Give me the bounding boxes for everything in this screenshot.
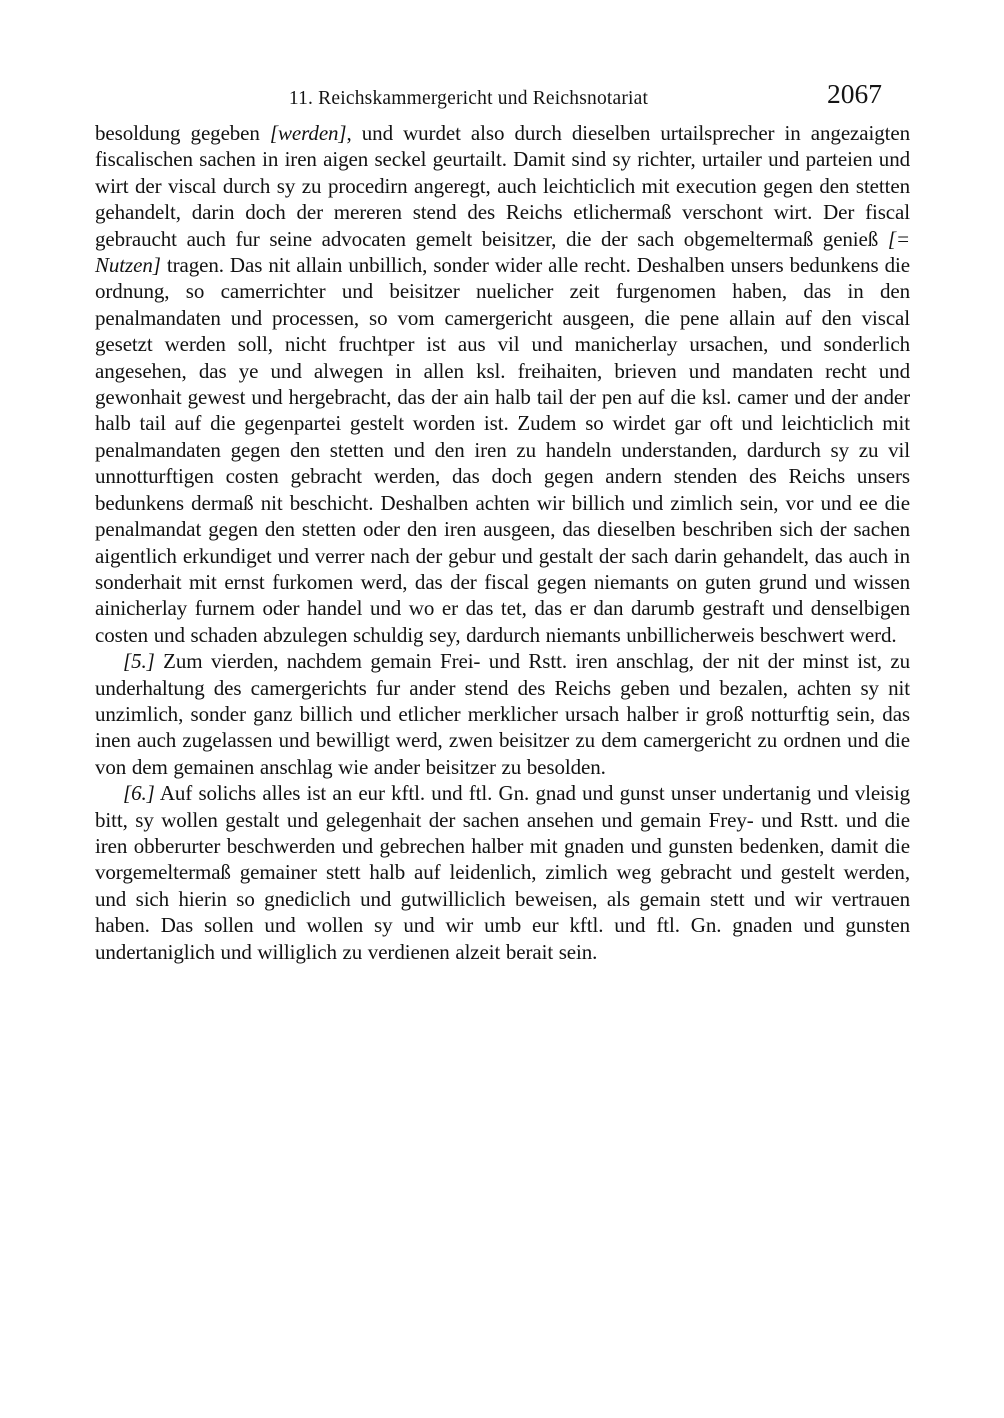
text-column (95, 78, 910, 965)
running-header (95, 78, 910, 120)
text-segment: Auf solichs alles ist an eur kftl. und ftl. Gn. gnad und gunst unser undertanig und vleisig bitt, sy wollen gestalt und gelegenhait der sachen ansehen und gemain Frey- und Rstt. und die iren obberurter beschwerden und gebrechen halber mit gnaden und gunsten bedenken, damit die vorgemeltermaß gemainer stett halb auf leidenlich, zimlich weg gebracht und gestelt werden, und sich hierin so gnediclich und gutwilliclich beweisen, als gemain stett und wir vertrauen haben. Das sollen und wollen sy und wir umb eur kftl. und ftl. Gn. gnaden und gunsten undertaniglich und williglich zu verdienen alzeit berait sein. (95, 781, 910, 964)
paragraph (95, 780, 910, 965)
page-text (95, 120, 910, 965)
chapter-title: 11. Reichskammergericht und Reichsnotariat (288, 88, 649, 109)
editorial-insertion: [5.] (123, 649, 155, 674)
text-segment: tragen. Das nit allain unbillich, sonder wider alle recht. Deshalben unsers bedunkens die ordnung, so camerrichter und beisitzer nuelicher zeit furgenomen haben, das in den penalmandaten und processen, so vom camergericht ausgeen, die pene allain auf den viscal gesetzt werden soll, nicht fruchtper ist aus vil und manicherlay ursachen, und sonderlich angesehen, das ye und alwegen in allen ksl. freihaiten, brieven und mandaten recht und gewonhait gewest und hergebracht, das der ain halb tail der pen auf die ksl. camer und der ander halb tail auf die gegenpartei gestelt worden ist. Zudem so wirdet gar oft und leichticlich mit penalmandaten gegen den stetten und den iren zu handeln understanden, dardurch sy zu vil unnotturftigen costen gebracht werden, das doch gegen andern stenden des Reichs unsers bedunkens dermaß nit beschicht. Deshalben achten wir billich und zimlich sein, vor und ee die penalmandat gegen den stetten oder den iren ausgeen, das dieselben beschriben sich der sachen aigentlich erkundiget und verrer nach der gebur und gestalt der sach darin gehandelt, das auch in sonderhait mit ernst furkomen werd, das der fiscal gegen niemants on guten grund und wissen ainicherlay furnem oder handel und wo er das tet, das er dan darumb gestraft und denselbigen costen und schaden abzulegen schuldig sey, dardurch niemants unbillicherweis beschwert werd. (95, 253, 910, 647)
paragraph (95, 120, 910, 648)
text-segment: , und wurdet also durch dieselben urtailsprecher in angezaigten fiscalischen sachen in iren aigen seckel geurtailt. Damit sind sy richter, urtailer und parteien und wirt der viscal durch sy zu procedirn angeregt, auch leichticlich mit execution gegen den stetten gehandelt, darin doch der mereren stend des Reichs etlichermaß verschont wirt. Der fiscal gebraucht auch fur seine advocaten gemelt beisitzer, die der sach obgemeltermaß genieß (95, 121, 910, 251)
page-number: 2067 (827, 78, 882, 109)
paragraph (95, 648, 910, 780)
editorial-insertion: [werden] (269, 121, 347, 145)
text-segment: besoldung gegeben (95, 121, 270, 145)
editorial-insertion: [= Nutzen] (95, 226, 910, 278)
editorial-insertion: [6.] (123, 781, 155, 806)
text-segment: Zum vierden, nachdem gemain Frei- und Rstt. iren anschlag, der nit der minst ist, zu underhaltung des camergerichts fur ander stend des Reichs geben und bezalen, achten sy nit unzimlich, sonder ganz billich und etlicher merklicher ursach halber ir groß notturftig sein, das inen auch zugelassen und bewilligt werd, zwen beisitzer zu dem camergericht zu ordnen und die von dem gemainen anschlag wie ander beisitzer zu besolden. (95, 649, 910, 779)
